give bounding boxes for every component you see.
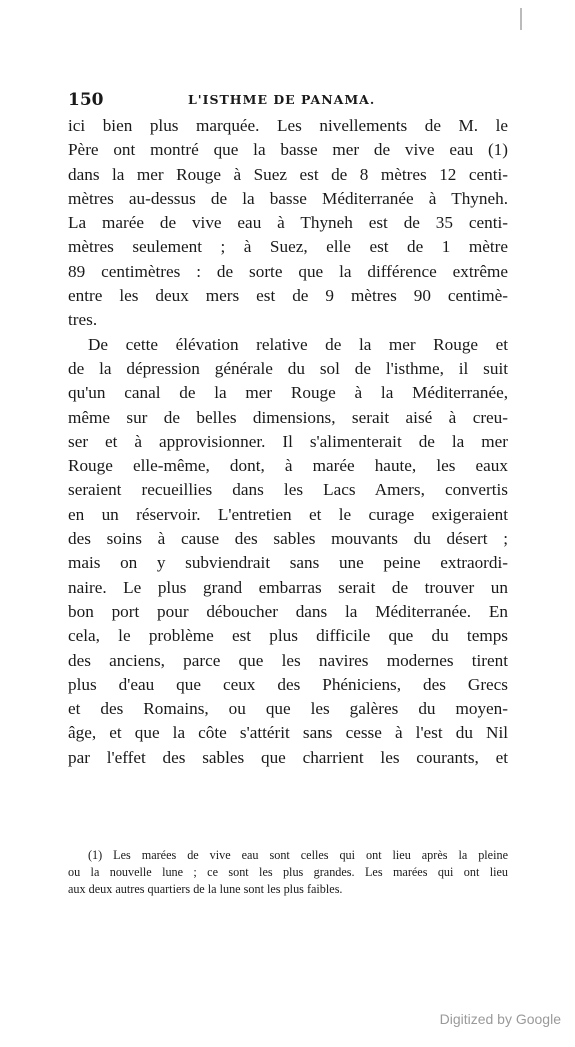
body-line: et des Romains, ou que les galères du moyen- <box>68 699 508 719</box>
body-line: mètres seulement ; à Suez, elle est de 1 mètre <box>68 237 508 257</box>
body-line: naire. Le plus grand embarras serait de trouver un <box>68 577 508 597</box>
body-line: plus d'eau que ceux des Phéniciens, des Grecs <box>68 674 508 694</box>
running-title: L'ISTHME DE PANAMA. <box>188 92 376 107</box>
body-line: seraient recueillies dans les Lacs Amers, convertis <box>68 480 508 500</box>
footnote-line: aux deux autres quartiers de la lune sont les plus faibles. <box>68 882 343 896</box>
page-edge-mark <box>520 8 522 30</box>
page-number: 150 <box>68 90 104 110</box>
body-line: bon port pour déboucher dans la Méditerranée. En <box>68 601 508 621</box>
body-line: cela, le problème est plus difficile que du temps <box>68 626 508 646</box>
digitized-watermark: Digitized by Google <box>439 1011 561 1027</box>
body-line: ici bien plus marquée. Les nivellements de M. le <box>68 116 508 135</box>
body-line: Rouge elle-même, dont, à marée haute, les eaux <box>68 456 508 476</box>
body-line: mètres au-dessus de la basse Méditerranée à Thyneh. <box>68 188 508 208</box>
body-line: même sur de belles dimensions, serait aisé à creu- <box>68 407 508 427</box>
body-line: par l'effet des sables que charrient les courants, et <box>68 747 508 767</box>
body-line: La marée de vive eau à Thyneh est de 35 centi- <box>68 213 508 233</box>
body-line: entre les deux mers est de 9 mètres 90 centimè- <box>68 286 508 306</box>
footnotes <box>68 847 508 898</box>
footnote-line: ou la nouvelle lune ; ce sont les plus grandes. Les marées qui ont lieu <box>68 865 508 879</box>
page-header <box>68 90 508 110</box>
body-text <box>68 114 508 770</box>
body-line: dans la mer Rouge à Suez est de 8 mètres 12 centi- <box>68 164 508 184</box>
footnote-line: (1) Les marées de vive eau sont celles qui ont lieu après la pleine <box>88 848 508 862</box>
body-line: mais on y subviendrait sans une peine extraordi- <box>68 553 508 573</box>
body-line: des anciens, parce que les navires modernes tirent <box>68 650 508 670</box>
body-line: tres. <box>68 310 98 330</box>
body-line: en un réservoir. L'entretien et le curage exigeraient <box>68 504 508 524</box>
body-line: des soins à cause des sables mouvants du désert ; <box>68 529 508 549</box>
body-line: De cette élévation relative de la mer Rouge et <box>88 334 508 354</box>
body-line: qu'un canal de la mer Rouge à la Méditerranée, <box>68 383 508 403</box>
body-line: de la dépression générale du sol de l'isthme, il suit <box>68 358 508 378</box>
body-line: âge, et que la côte s'attérit sans cesse à l'est du Nil <box>68 723 508 743</box>
body-line: 89 centimètres : de sorte que la différence extrême <box>68 261 508 281</box>
body-line: ser et à approvisionner. Il s'alimenterait de la mer <box>68 431 508 451</box>
body-line: Père ont montré que la basse mer de vive eau (1) <box>68 140 508 160</box>
